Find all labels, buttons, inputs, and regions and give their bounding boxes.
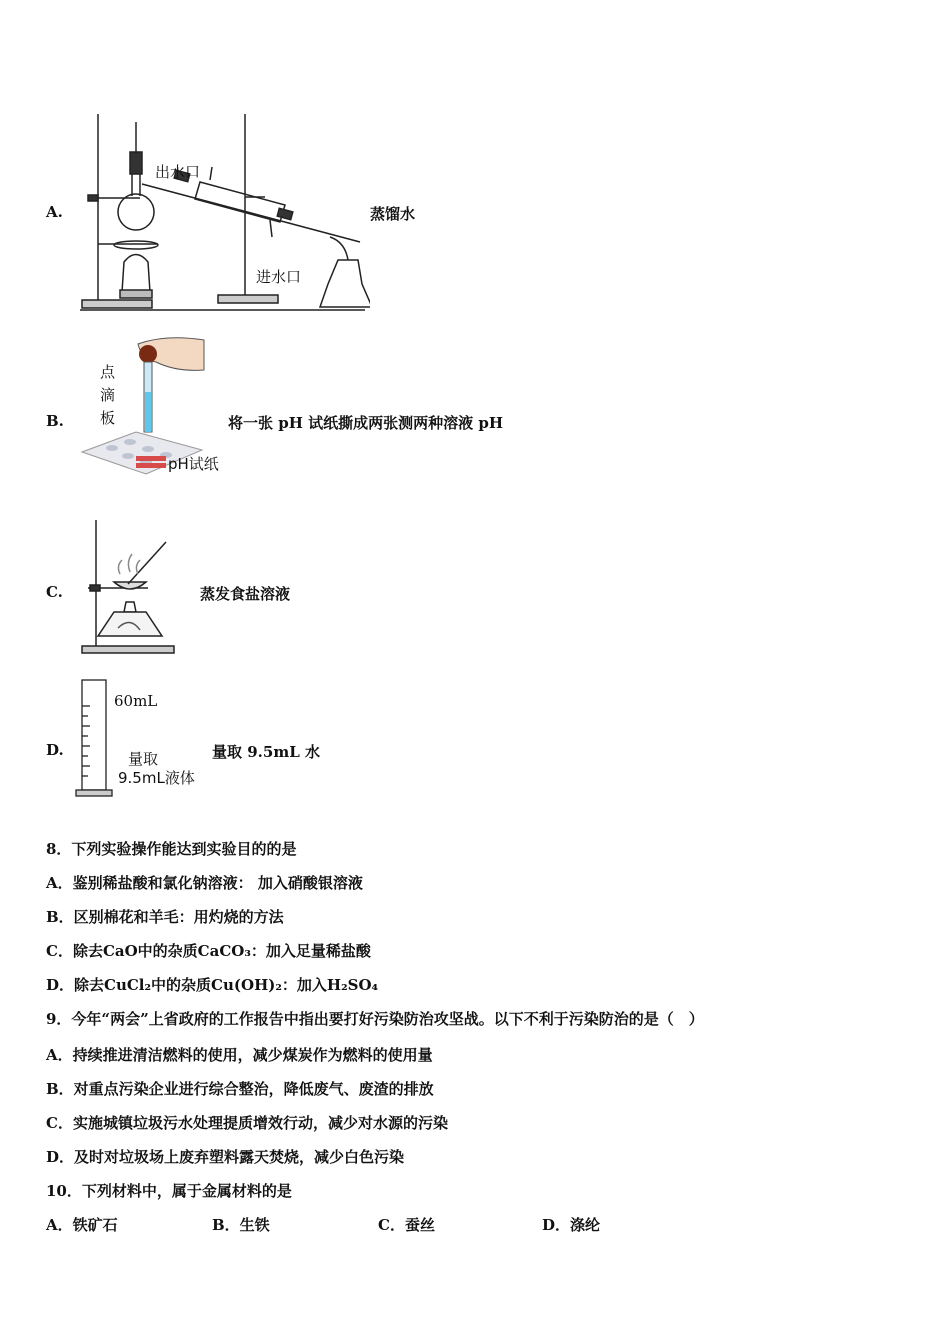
evaporation-figure xyxy=(78,516,178,656)
volume-label: 9.5mL液体 xyxy=(118,769,195,787)
option-d-letter: D. xyxy=(46,741,64,759)
di-label: 滴 xyxy=(100,386,116,404)
q9-option-a: A．持续推进清洁燃料的使用，减少煤炭作为燃料的使用量 xyxy=(46,1046,433,1064)
option-d-text: 量取 9.5mL 水 xyxy=(212,743,320,761)
q10-option-c: C．蚕丝 xyxy=(378,1216,435,1234)
option-b-letter: B. xyxy=(46,412,64,430)
q8-option-a: A．鉴别稀盐酸和氯化钠溶液： 加入硝酸银溶液 xyxy=(46,874,363,892)
q8-option-d: D．除去CuCl₂中的杂质Cu(OH)₂：加入H₂SO₄ xyxy=(46,976,379,994)
option-c-text: 蒸发食盐溶液 xyxy=(200,585,291,603)
q10-option-b: B．生铁 xyxy=(212,1216,270,1234)
q9-option-c: C．实施城镇垃圾污水处理提质增效行动，减少对水源的污染 xyxy=(46,1114,448,1132)
q8-option-c: C．除去CaO中的杂质CaCO₃：加入足量稀盐酸 xyxy=(46,942,371,960)
option-a-text: 蒸馏水 xyxy=(370,205,416,223)
distillation-apparatus-figure xyxy=(80,112,370,317)
inlet-label: 进水口 xyxy=(256,268,302,286)
q8-stem: 8．下列实验操作能达到实验目的的是 xyxy=(46,840,297,858)
ban-label: 板 xyxy=(100,409,116,427)
option-c-letter: C. xyxy=(46,583,63,601)
option-b-text: 将一张 pH 试纸撕成两张测两种溶液 pH xyxy=(228,414,503,432)
outlet-label: 出水口 xyxy=(155,163,201,181)
measure-label: 量取 xyxy=(128,750,159,768)
q9-option-d: D．及时对垃圾场上废弃塑料露天焚烧，减少白色污染 xyxy=(46,1148,405,1166)
q9-stem: 9．今年“两会”上省政府的工作报告中指出要打好污染防治攻坚战。以下不利于污染防治的是（ ） xyxy=(46,1010,704,1028)
q10-stem: 10．下列材料中，属于金属材料的是 xyxy=(46,1182,292,1200)
option-a-letter: A. xyxy=(46,203,63,221)
dian-label: 点 xyxy=(100,363,116,381)
q10-option-d: D．涤纶 xyxy=(542,1216,601,1234)
ph-test-figure xyxy=(76,332,236,487)
graduated-cylinder-figure xyxy=(74,676,214,801)
capacity-label: 60mL xyxy=(114,692,158,710)
ph-paper-label: pH试纸 xyxy=(168,455,219,473)
q9-option-b: B．对重点污染企业进行综合整治，降低废气、废渣的排放 xyxy=(46,1080,434,1098)
q8-option-b: B．区别棉花和羊毛：用灼烧的方法 xyxy=(46,908,284,926)
q10-option-a: A．铁矿石 xyxy=(46,1216,118,1234)
